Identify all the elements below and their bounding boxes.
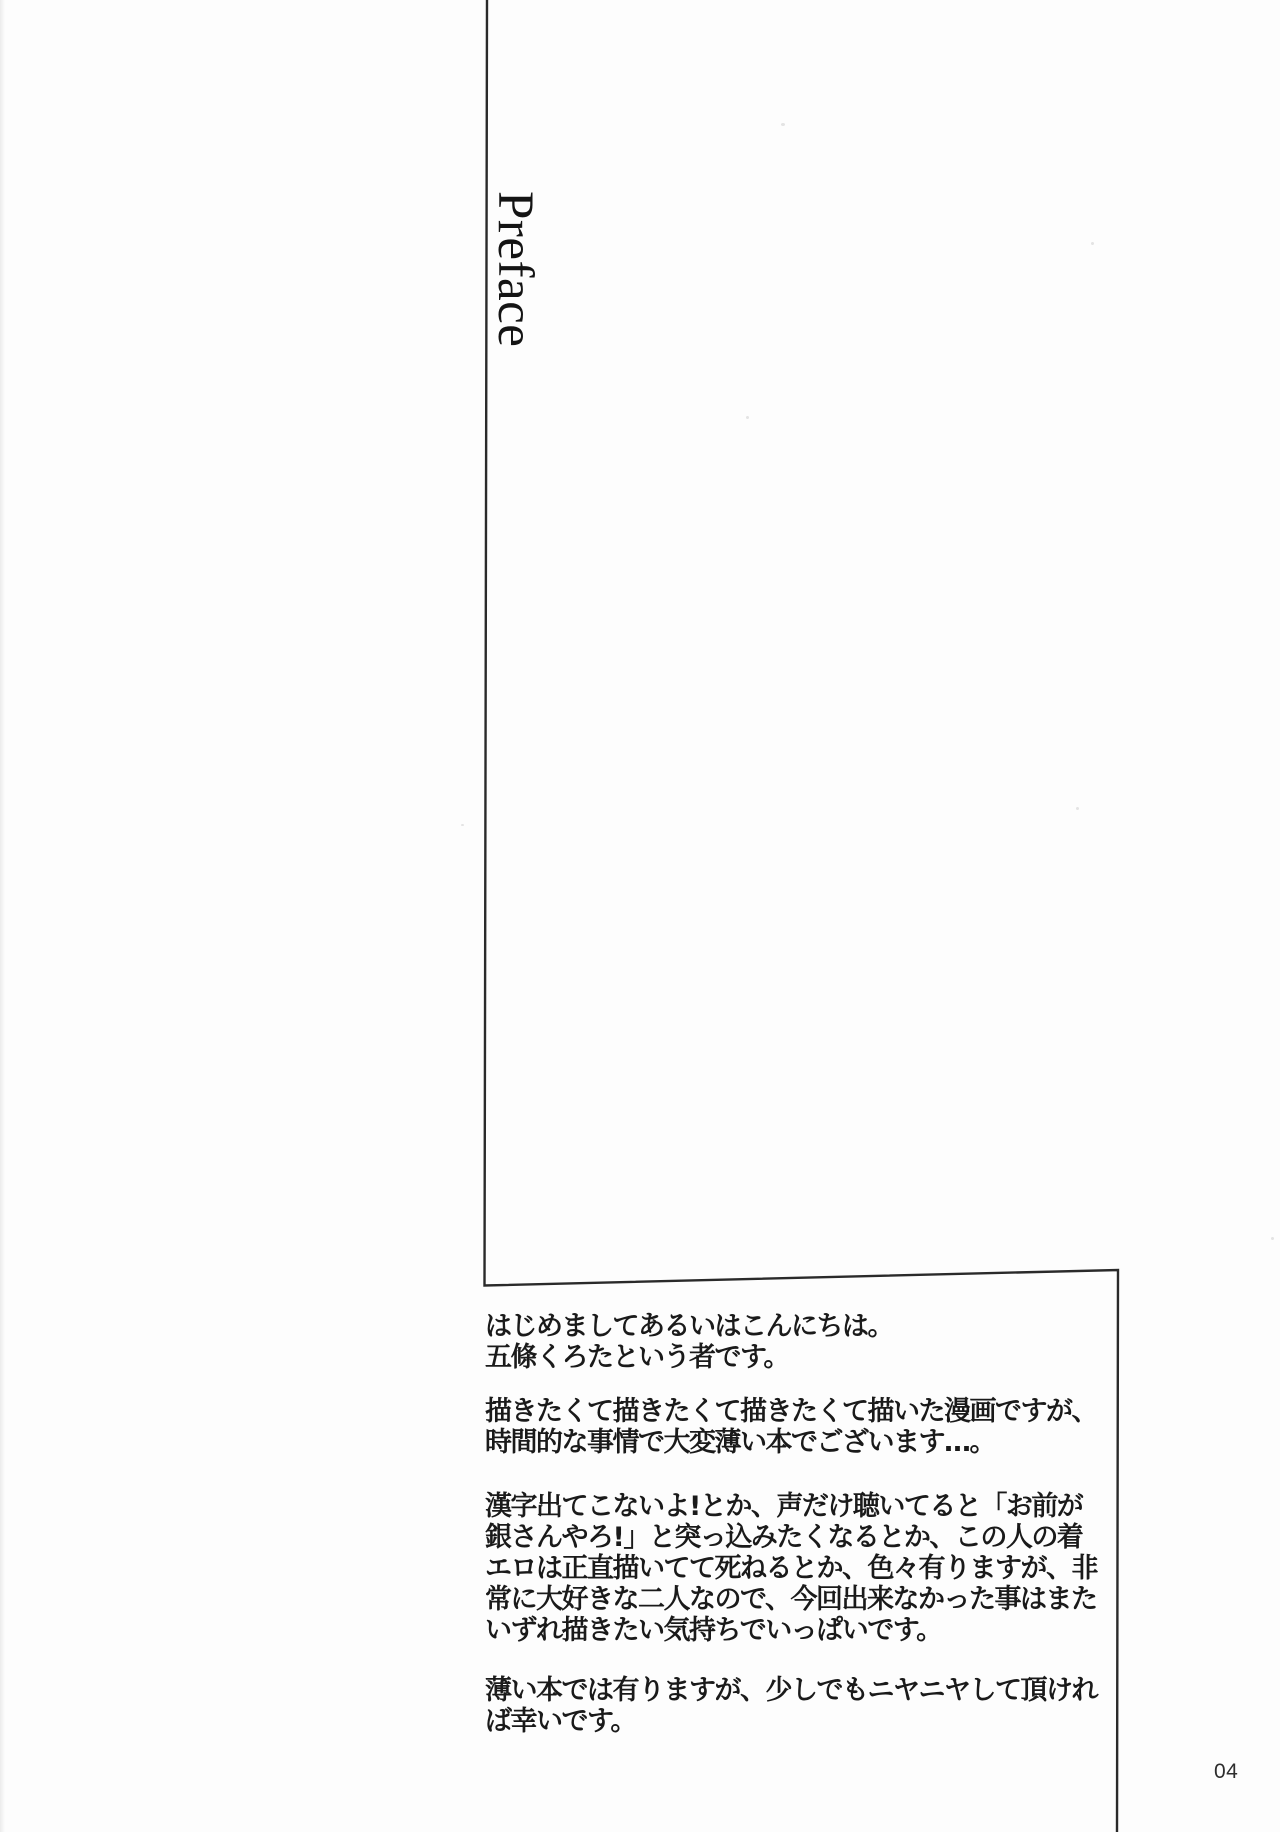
text-line: 時間的な事情で大変薄い本でございます…。 <box>485 1427 995 1458</box>
text-line: はじめましてあるいはこんにちは。 <box>485 1311 893 1342</box>
page-title: Preface <box>487 191 543 348</box>
page-number: 04 <box>1214 1760 1239 1783</box>
paragraph-greeting <box>485 1311 893 1373</box>
text-line: 五條くろたという者です。 <box>485 1342 789 1373</box>
text-line: 描きたくて描きたくて描きたくて描いた漫画ですが、 <box>485 1396 1097 1427</box>
text-line: ば幸いです。 <box>485 1706 636 1737</box>
scan-speck <box>1076 807 1079 810</box>
scan-edge-shadow <box>0 0 5 1832</box>
text-line: いずれ描きたい気持ちでいっぱいです。 <box>485 1615 942 1646</box>
text-line: 常に大好きな二人なので、今回出来なかった事はまた <box>485 1584 1097 1615</box>
scan-speck <box>461 824 464 826</box>
paragraph-comments <box>485 1491 1097 1646</box>
scan-speck <box>1271 1237 1274 1240</box>
scan-speck <box>746 416 749 419</box>
text-line: 薄い本では有りますが、少しでもニヤニヤして頂けれ <box>485 1675 1097 1706</box>
text-line: 漢字出てこないよ!とか、声だけ聴いてると「お前が <box>485 1491 1083 1522</box>
paragraph-closing <box>485 1675 1097 1737</box>
text-line: 銀さんやろ!」と突っ込みたくなるとか、この人の着 <box>485 1522 1083 1553</box>
scan-speck <box>1091 242 1094 245</box>
scan-speck <box>781 123 785 126</box>
paragraph-about-book <box>485 1396 1097 1458</box>
text-line: エロは正直描いてて死ねるとか、色々有りますが、非 <box>485 1553 1097 1584</box>
